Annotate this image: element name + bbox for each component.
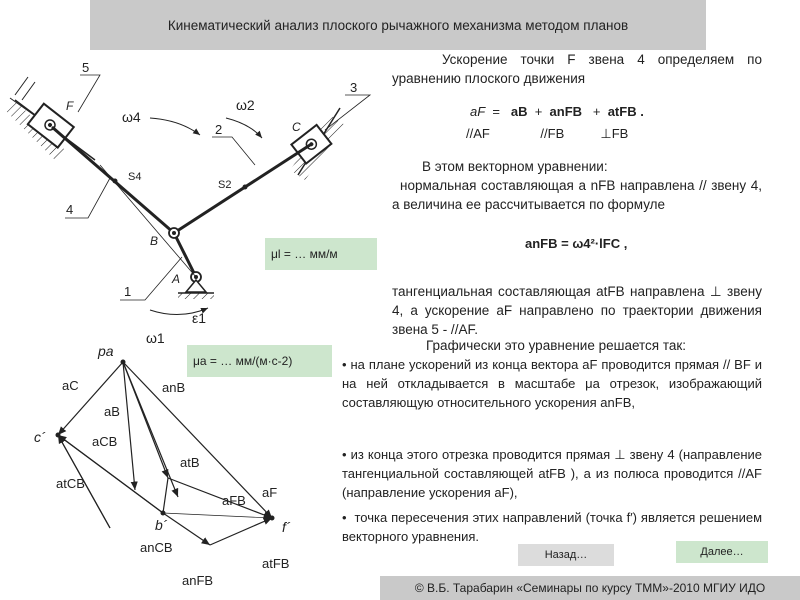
plan-label-atcb: atCB: [56, 476, 85, 491]
label-link2: 2: [215, 122, 223, 137]
bullet-1: • на плане ускорений из конца вектора aF проводится прямая // BF и на ней откладывается в масштабе μa отрезок, изображающий составляющую относительного ускорения anFB,: [342, 357, 762, 410]
equation-directions: //AF //FB ⊥FB: [466, 126, 629, 141]
intro-text: Ускорение точки F звена 4 определяем по уравнению плоского движения: [392, 52, 762, 86]
label-point-a: A: [172, 272, 181, 286]
label-omega2: ω2: [236, 97, 255, 113]
label-s4: S4: [128, 171, 142, 183]
plan-label-afb: aFB: [222, 493, 246, 508]
scale-length-box: μl = … мм/м: [265, 238, 377, 270]
plan-label-b: b´: [155, 517, 168, 533]
plan-label-ancb: anCB: [140, 540, 173, 555]
plan-label-anfb: anFB: [182, 573, 214, 588]
label-point-c: C: [292, 120, 301, 134]
bullet-2: • из конца этого отрезка проводится прямая ⊥ звену 4 (направление тангенциальной составляющей atFB ), а из полюса проводится //AF (направление ускорения aF),: [342, 447, 762, 500]
normal-formula: anFB = ω4²·lFC ,: [525, 236, 628, 251]
plan-label-f: f´: [282, 519, 291, 535]
tangent-component-text: тангенциальная составляющая atFB направлена ⊥ звену 4, а ускорение aF направлено по траектории движения звена 5 - //AF.: [392, 284, 762, 337]
label-point-f: F: [66, 99, 74, 113]
next-button[interactable]: Далее…: [676, 541, 768, 563]
label-point-b: B: [150, 234, 159, 248]
ground-a: [178, 272, 214, 299]
plan-label-pa: pa: [98, 343, 114, 359]
plan-label-anb: anB: [162, 380, 186, 395]
label-link4: 4: [66, 202, 74, 217]
graphic-solution-heading: Графически это уравнение решается так:: [426, 338, 687, 353]
mechanism-diagram: [0, 50, 380, 600]
plan-label-c: c´: [34, 429, 46, 445]
plan-label-acb: aCB: [92, 434, 118, 449]
label-omega1: ω1: [146, 330, 165, 346]
label-s2: S2: [218, 179, 232, 191]
bullet-3: • точка пересечения этих направлений (точка f′) является решением векторного уравнения.: [342, 510, 763, 544]
copyright-footer: © В.Б. Тарабарин «Семинары по курсу ТММ»-2010 МГИУ ИДО: [380, 576, 800, 600]
label-eps1: ε1: [192, 310, 207, 326]
label-link3: 3: [350, 80, 358, 95]
plan-label-atfb: atFB: [262, 556, 290, 571]
slide-title: Кинематический анализ плоского рычажного механизма методом планов: [90, 0, 706, 50]
scale-accel-box: μa = … мм/(м·с-2): [187, 345, 332, 377]
normal-component-text: нормальная составляющая a nFB направлена // звену 4, а величина ее рассчитывается по формуле: [392, 178, 762, 212]
link-2: [174, 145, 310, 233]
vector-eq-text: В этом векторном уравнении:: [422, 159, 608, 174]
plan-label-atb: atB: [180, 455, 200, 470]
back-button[interactable]: Назад…: [518, 544, 614, 566]
vector-equation: aF = aB + anFB + atFB .: [470, 104, 644, 119]
plan-label-ac: aC: [62, 378, 79, 393]
plan-label-ab: aB: [104, 404, 120, 419]
label-link1: 1: [124, 284, 132, 299]
label-omega4: ω4: [122, 109, 141, 125]
label-link5: 5: [82, 60, 90, 75]
plan-label-af: aF: [262, 485, 278, 500]
